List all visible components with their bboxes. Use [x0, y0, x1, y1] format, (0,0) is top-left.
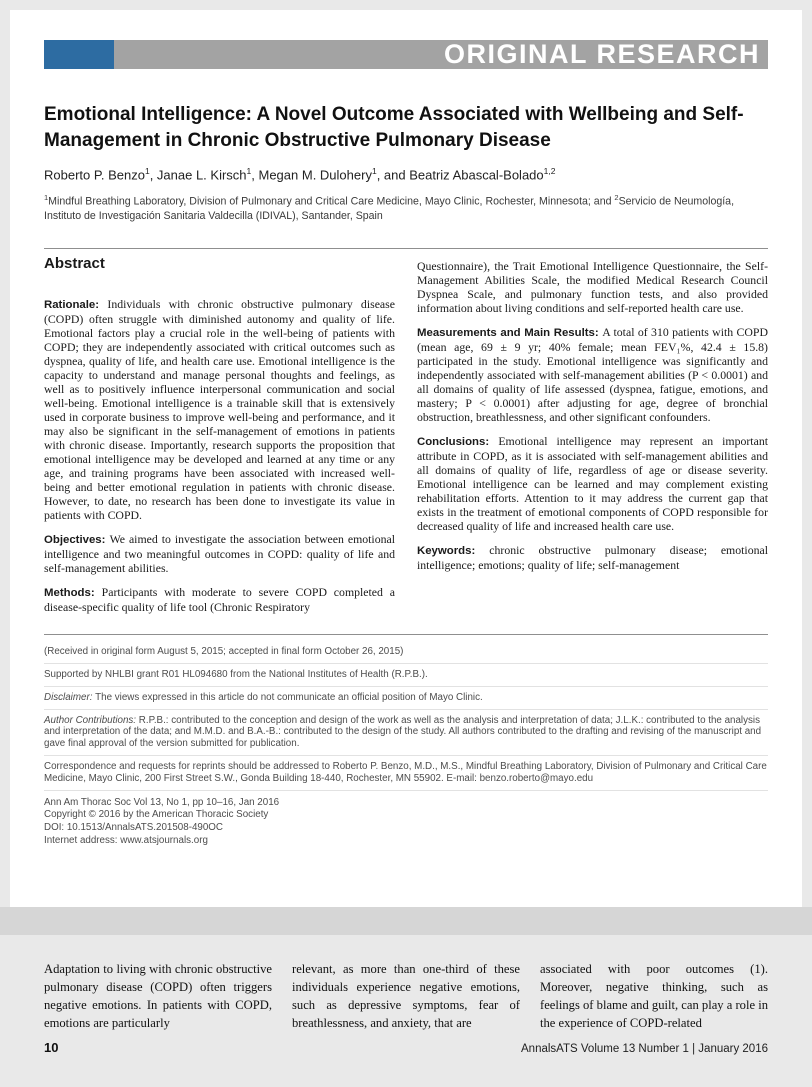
abstract-column-right — [417, 257, 768, 614]
paragraph-text: Individuals with chronic obstructive pulmonary disease (COPD) often struggle with diminished autonomy and quality of life. Emotional factors play a crucial role in the well-being of patients with COPD; they are independently associated with critical outcomes such as dyspnea, quality of life, and health care use. Emotional intelligence is the capacity to understand and manage personal thoughts and feelings, as well as to positively influence interpersonal communication and social well-being. Emotional intelligence is a trainable skill that is extensively used in corporate business to improve well-being and performance, and it may also be significant in the self-management of emotions in patients with chronic disease. Importantly, research supports the proposition that emotional intelligence may be developed and learned at any time or any age, and training programs have been associated with increased well-being and better emotional regulation in patients with chronic disease. However, to date, no research has been done to investigate its value in patients with COPD. — [44, 297, 395, 523]
page-footer — [44, 1040, 768, 1055]
pub-line-copyright: Copyright © 2016 by the American Thoracic Society — [44, 809, 269, 821]
author-name: Megan M. Dulohery — [258, 167, 372, 183]
paragraph-label: Conclusions: — [417, 436, 499, 449]
paragraph-text: Participants with moderate to severe COPD completed a disease-specific quality of life tool (Chronic Respiratory — [44, 585, 395, 615]
footnote-label: Author Contributions: — [44, 714, 139, 726]
author-separator: , — [149, 167, 157, 183]
footnote-funding — [44, 664, 768, 687]
footnote-received — [44, 641, 768, 664]
intro-columns — [44, 960, 768, 1032]
footnote-text: Correspondence and requests for reprints should be addressed to Roberto P. Benzo, M.D., M.S., Mindful Breathing Laboratory, Division of Pulmonary and Critical Care Medicine, Mayo Clinic, 200 First Street S.W., Gonda Building 18-440, Rochester, MN 55902. E-mail: benzo.roberto@mayo.edu — [44, 760, 767, 784]
article-title: Emotional Intelligence: A Novel Outcome Associated with Wellbeing and Self-Management in Chronic Obstructive Pulmonary Disease — [44, 104, 744, 151]
abstract-paragraph-objectives — [44, 532, 395, 575]
author-superscript: 1 — [144, 166, 150, 177]
intro-column-1 — [44, 960, 272, 1032]
intro-section — [44, 960, 768, 1032]
author-separator: , and — [376, 167, 410, 183]
abstract-column-left — [44, 257, 395, 614]
intro-text: associated with poor outcomes (1). Moreover, negative thinking, such as feelings of blame and guilt, can play a role in the experience of COPD-related — [540, 962, 769, 1030]
publication-info — [44, 791, 768, 847]
affiliation-text: Servicio de Neumología, Instituto de Investigación Sanitaria Valdecilla (IDIVAL), Santander, Spain — [44, 195, 735, 223]
affiliation-text: Mindful Breathing Laboratory, Division of Pulmonary and Critical Care Medicine, Mayo Clinic, Rochester, Minnesota; and — [48, 195, 615, 208]
affiliation-superscript: 2 — [614, 192, 619, 202]
page-number: 10 — [44, 1040, 59, 1055]
abstract-paragraph-conclusions — [417, 434, 768, 533]
intro-column-3 — [540, 960, 768, 1032]
intro-text: relevant, as more than one-third of these individuals experience negative emotions, such as depressive symptoms, fear of breathlessness, and anxiety, that are — [292, 962, 520, 1030]
paragraph-label: Keywords: — [417, 545, 490, 558]
abstract-section — [44, 257, 768, 614]
author-name: Roberto P. Benzo — [44, 167, 145, 183]
banner-accent-block — [44, 40, 114, 69]
paragraph-text: Questionnaire), the Trait Emotional Intelligence Questionnaire, the Self-Management Abilities Scale, the modified Medical Research Council Dyspnea Scale, and pulmonary function tests, and also provided information about living conditions and self-reported health care use. — [417, 259, 768, 316]
footnote-author-contributions — [44, 710, 768, 756]
paragraph-label: Rationale: — [44, 299, 108, 312]
affiliation-superscript: 1 — [44, 192, 49, 202]
footnote-text: The views expressed in this article do not communicate an official position of Mayo Clinic. — [95, 691, 483, 703]
footnote-disclaimer — [44, 687, 768, 710]
paragraph-label: Measurements and Main Results: — [417, 327, 603, 340]
abstract-paragraph-measurements — [417, 325, 768, 424]
abstract-paragraph-continuation — [417, 259, 768, 315]
paragraph-label: Methods: — [44, 587, 102, 600]
footnote-correspondence — [44, 756, 768, 791]
abstract-paragraph-rationale — [44, 297, 395, 522]
footnote-text: (Received in original form August 5, 2015; accepted in final form October 26, 2015) — [44, 646, 404, 658]
paragraph-label: Objectives: — [44, 534, 110, 547]
journal-citation: AnnalsATS Volume 13 Number 1 | January 2016 — [521, 1043, 768, 1055]
banner-label: ORIGINAL RESEARCH — [443, 38, 760, 69]
author-name: Beatriz Abascal-Bolado — [409, 167, 544, 183]
intro-text: Adaptation to living with chronic obstructive pulmonary disease (COPD) often triggers negative emotions. In patients with COPD, emotions are particularly — [44, 962, 272, 1030]
affiliations — [44, 193, 768, 225]
footnote-text: R.P.B.: contributed to the conception and design of the work as well as the analysis and interpretation of data; J.L.K.: contributed to the analysis and interpretation of the data; and M.M.D. and B.A.-B.: contributed to the design of the study. All authors contributed to the drafting and revising of the manuscript and gave final approval of the version submitted for publication. — [44, 714, 762, 750]
abstract-paragraph-keywords — [417, 543, 768, 572]
section-divider-band — [0, 907, 812, 935]
author-superscript: 1 — [246, 166, 252, 177]
author-separator: , — [251, 167, 259, 183]
paragraph-text: Emotional intelligence may represent an important attribute in COPD, as it is associated with self-management abilities and all domains of quality of life, regardless of age or disease severity. Emotional intelligence can be learned and may complement existing rehabilitation efforts. Attention to it may address the current gap that exists in the treatment of emotional components of COPD responsible for decreased quality of life and increased health care use. — [417, 434, 768, 534]
author-list — [44, 166, 768, 182]
author-superscript: 1,2 — [543, 166, 556, 177]
top-rule — [44, 248, 768, 249]
paragraph-text: chronic obstructive pulmonary disease; emotional intelligence; emotions; quality of life; self-management — [417, 543, 768, 573]
paragraph-text: We aimed to investigate the association between emotional intelligence and two meaningful outcomes in COPD: quality of life and self-management abilities. — [44, 532, 396, 576]
article-type-banner — [44, 40, 768, 69]
author-superscript: 1 — [371, 166, 377, 177]
pub-line-internet-address: Internet address: www.atsjournals.org — [44, 834, 208, 846]
intro-column-2 — [292, 960, 520, 1032]
pub-line-doi: DOI: 10.1513/AnnalsATS.201508-490OC — [44, 822, 223, 834]
paragraph-text: A total of 310 patients with COPD (mean age, 69 ± 9 yr; 40% female; mean FEV₁%, 42.4 ± 15.8) participated in the study. Emotional intelligence was significantly and independently associated with self-management abilities (P < 0.0001) and all domains of quality of life assessed (dyspnea, fatigue, emotions, and mastery; P < 0.0001) after adjusting for age, degree of bronchial obstruction, breathlessness, and other significant confounders. — [417, 325, 768, 425]
abstract-heading: Abstract — [44, 255, 105, 273]
footnote-label: Disclaimer: — [44, 691, 96, 703]
footnotes-section — [44, 641, 768, 847]
footnote-text: Supported by NHLBI grant R01 HL094680 from the National Institutes of Health (R.P.B.). — [44, 669, 428, 680]
abstract-paragraph-methods — [44, 585, 395, 614]
bottom-rule — [44, 634, 768, 635]
author-name: Janae L. Kirsch — [156, 167, 247, 183]
pub-line-citation: Ann Am Thorac Soc Vol 13, No 1, pp 10–16, Jan 2016 — [44, 796, 280, 808]
front-matter-panel — [10, 10, 802, 907]
